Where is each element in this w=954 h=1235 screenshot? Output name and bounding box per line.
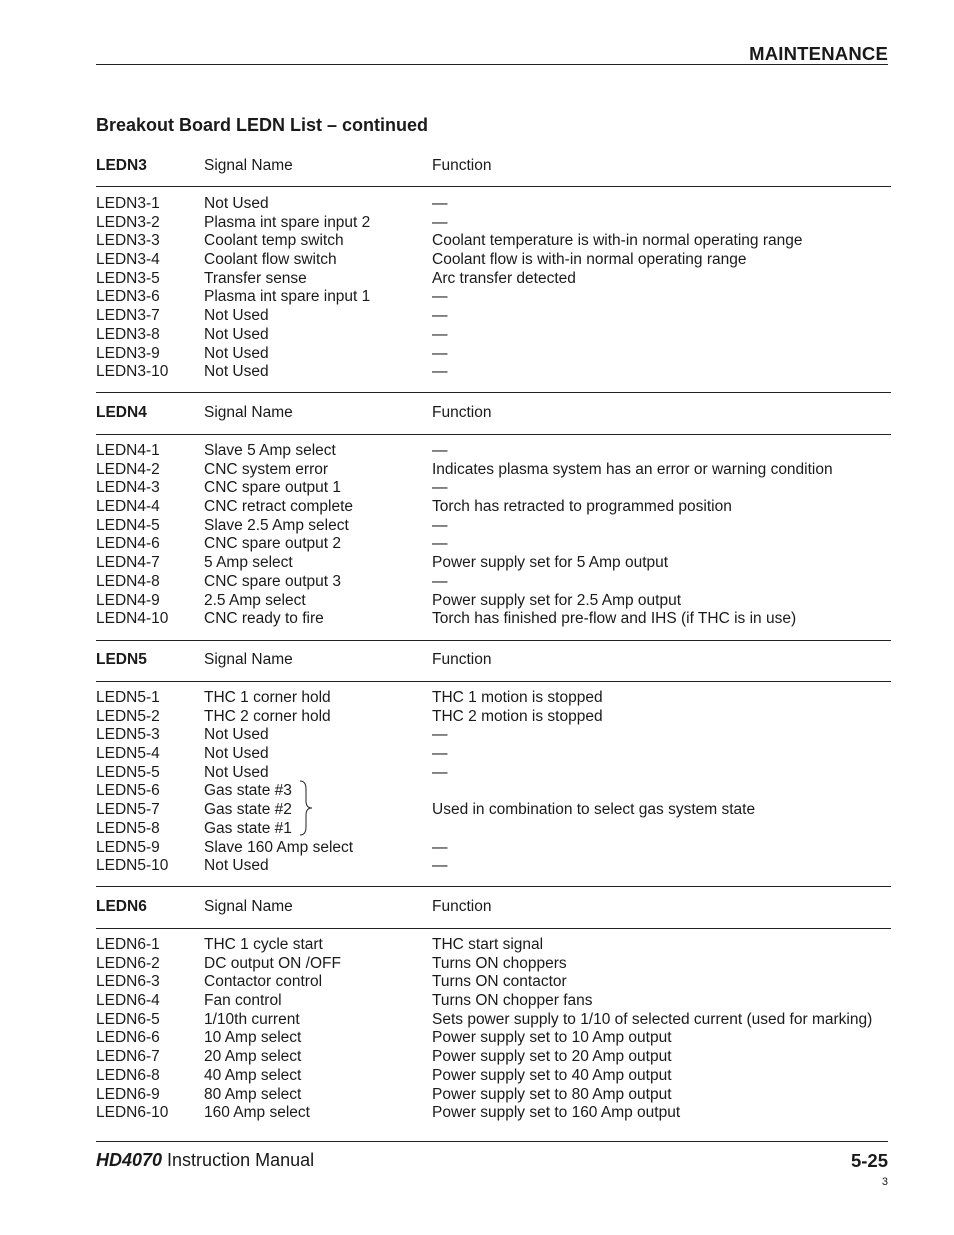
function-cell: Turns ON contactor xyxy=(432,973,567,991)
function-cell: Arc transfer detected xyxy=(432,269,576,287)
signal-name-cell: Not Used xyxy=(204,195,269,212)
signal-name-cell: Not Used xyxy=(204,763,269,781)
signal-name-cell: Coolant temp switch xyxy=(204,232,344,250)
signal-name-cell: Not Used xyxy=(204,344,269,362)
table-row xyxy=(96,345,891,364)
signal-name-cell: Not Used xyxy=(204,726,269,744)
signal-name-cell: Coolant flow switch xyxy=(204,251,337,269)
signal-name-cell: Contactor control xyxy=(204,973,323,991)
footer-rule xyxy=(96,1141,888,1142)
signal-name-cell: Not Used xyxy=(204,857,269,875)
signal-name-cell: Transfer sense xyxy=(204,269,307,287)
led-id-cell: LEDN5-10 xyxy=(96,857,169,875)
function-cell: Sets power supply to 1/10 of selected current (used for marking) xyxy=(432,1010,873,1028)
table-row xyxy=(96,326,891,345)
signal-name-cell: CNC spare output 1 xyxy=(204,479,341,497)
signal-name-cell: 1/10th current xyxy=(204,1010,300,1028)
signal-name-cell: Not Used xyxy=(204,745,269,763)
block-label: LEDN6 xyxy=(96,898,147,915)
ledn6-table xyxy=(96,898,891,1122)
function-cell: — xyxy=(432,745,448,763)
table-divider xyxy=(96,392,891,393)
led-id-cell: LEDN5-4 xyxy=(96,745,160,763)
led-id-cell: LEDN5-8 xyxy=(96,819,160,837)
table-row xyxy=(96,535,891,554)
function-cell: — xyxy=(432,363,448,381)
ledn4-table xyxy=(96,404,891,628)
led-id-cell: LEDN6-2 xyxy=(96,954,160,972)
led-id-cell: LEDN4-3 xyxy=(96,479,160,497)
function-cell: Power supply set to 10 Amp output xyxy=(432,1029,672,1047)
led-id-cell: LEDN5-2 xyxy=(96,707,160,725)
signal-name-cell: Not Used xyxy=(204,363,269,381)
table-row xyxy=(96,708,891,727)
block-label: LEDN3 xyxy=(96,157,147,174)
signal-name-cell: Slave 160 Amp select xyxy=(204,838,354,856)
table-row xyxy=(96,479,891,498)
function-cell: Power supply set to 40 Amp output xyxy=(432,1066,672,1084)
header-rule xyxy=(96,681,891,682)
table-row xyxy=(96,689,891,708)
table-row xyxy=(96,554,891,573)
function-cell: THC start signal xyxy=(432,936,544,953)
led-id-cell: LEDN4-6 xyxy=(96,535,160,553)
led-id-cell: LEDN5-1 xyxy=(96,689,160,706)
function-cell: — xyxy=(432,213,448,231)
signal-name-cell: Gas state #2 xyxy=(204,801,292,819)
function-cell: THC 2 motion is stopped xyxy=(432,707,603,725)
table-row xyxy=(96,461,891,480)
signal-name-cell: Slave 5 Amp select xyxy=(204,442,336,459)
signal-name-cell: 5 Amp select xyxy=(204,554,293,572)
led-id-cell: LEDN3-9 xyxy=(96,344,160,362)
table-row xyxy=(96,1048,891,1067)
function-cell: — xyxy=(432,572,448,590)
header-rule xyxy=(96,186,891,187)
signal-name-cell: Gas state #3 xyxy=(204,782,292,800)
function-cell: Power supply set for 5 Amp output xyxy=(432,554,669,572)
led-id-cell: LEDN3-6 xyxy=(96,288,160,306)
led-id-cell: LEDN4-10 xyxy=(96,610,169,628)
function-cell: Used in combination to select gas system state xyxy=(432,801,756,819)
signal-name-cell: Gas state #1 xyxy=(204,819,292,837)
signal-name-cell: DC output ON /OFF xyxy=(204,954,341,972)
table-row xyxy=(96,1029,891,1048)
signal-name-cell: 10 Amp select xyxy=(204,1029,302,1047)
led-id-cell: LEDN3-10 xyxy=(96,363,169,381)
function-cell: — xyxy=(432,535,448,553)
signal-name-header: Signal Name xyxy=(204,404,293,421)
sheet-number: 3 xyxy=(881,1176,888,1188)
function-cell: — xyxy=(432,838,448,856)
block-label: LEDN4 xyxy=(96,404,147,421)
led-id-cell: LEDN4-5 xyxy=(96,516,160,534)
led-id-cell: LEDN3-3 xyxy=(96,232,160,250)
led-id-cell: LEDN6-10 xyxy=(96,1104,169,1122)
table-row xyxy=(96,442,891,461)
signal-name-cell: Fan control xyxy=(204,992,282,1010)
manual-label: Instruction Manual xyxy=(162,1150,315,1170)
table-row xyxy=(96,801,891,820)
signal-name-cell: Plasma int spare input 2 xyxy=(204,213,371,231)
function-cell: — xyxy=(432,344,448,362)
table-row xyxy=(96,307,891,326)
led-id-cell: LEDN4-9 xyxy=(96,591,160,609)
led-id-cell: LEDN3-5 xyxy=(96,269,160,287)
table-row xyxy=(96,992,891,1011)
signal-name-cell: CNC ready to fire xyxy=(204,610,324,628)
signal-name-cell: 160 Amp select xyxy=(204,1104,310,1122)
signal-name-cell: THC 2 corner hold xyxy=(204,707,331,725)
signal-name-cell: THC 1 cycle start xyxy=(204,936,323,953)
table-divider xyxy=(96,886,891,887)
led-id-cell: LEDN6-3 xyxy=(96,973,160,991)
table-row xyxy=(96,498,891,517)
function-cell: Power supply set to 160 Amp output xyxy=(432,1104,681,1122)
signal-name-cell: 40 Amp select xyxy=(204,1066,302,1084)
table-body xyxy=(96,442,891,629)
table-row xyxy=(96,936,891,955)
header-title: MAINTENANCE xyxy=(749,43,888,64)
function-header: Function xyxy=(432,157,492,174)
function-cell: — xyxy=(432,325,448,343)
table-row xyxy=(96,839,891,858)
table-row xyxy=(96,857,891,876)
led-id-cell: LEDN5-6 xyxy=(96,782,160,800)
table-header xyxy=(96,651,891,672)
led-id-cell: LEDN6-5 xyxy=(96,1010,160,1028)
table-row xyxy=(96,573,891,592)
function-cell: Coolant flow is with-in normal operating range xyxy=(432,251,747,269)
led-id-cell: LEDN3-4 xyxy=(96,251,160,269)
table-row xyxy=(96,517,891,536)
section-title: Breakout Board LEDN List – continued xyxy=(96,115,429,135)
led-id-cell: LEDN3-8 xyxy=(96,325,160,343)
signal-name-cell: 80 Amp select xyxy=(204,1085,302,1103)
page-number: 5-25 xyxy=(850,1150,888,1171)
function-cell: Torch has retracted to programmed position xyxy=(432,498,732,516)
table-row xyxy=(96,232,891,251)
ledn3-table xyxy=(96,157,891,381)
function-cell: Coolant temperature is with-in normal operating range xyxy=(432,232,803,250)
led-id-cell: LEDN5-5 xyxy=(96,763,160,781)
led-id-cell: LEDN4-8 xyxy=(96,572,160,590)
curly-brace-icon xyxy=(299,780,313,836)
table-row xyxy=(96,820,891,839)
function-cell: Turns ON choppers xyxy=(432,954,567,972)
function-cell: Power supply set to 80 Amp output xyxy=(432,1085,672,1103)
table-row xyxy=(96,973,891,992)
led-id-cell: LEDN6-9 xyxy=(96,1085,160,1103)
table-header xyxy=(96,157,891,178)
table-row xyxy=(96,195,891,214)
function-cell: — xyxy=(432,857,448,875)
function-header: Function xyxy=(432,404,492,421)
signal-name-cell: 20 Amp select xyxy=(204,1048,302,1066)
table-row xyxy=(96,1067,891,1086)
function-cell: Power supply set for 2.5 Amp output xyxy=(432,591,681,609)
function-header: Function xyxy=(432,898,492,915)
function-cell: — xyxy=(432,763,448,781)
block-label: LEDN5 xyxy=(96,651,147,668)
function-cell: — xyxy=(432,195,448,212)
function-cell: Indicates plasma system has an error or warning condition xyxy=(432,460,833,478)
table-divider xyxy=(96,640,891,641)
header-rule xyxy=(96,434,891,435)
function-cell: Torch has finished pre-flow and IHS (if THC is in use) xyxy=(432,610,797,628)
signal-name-cell: THC 1 corner hold xyxy=(204,689,331,706)
led-id-cell: LEDN4-1 xyxy=(96,442,160,459)
function-cell: — xyxy=(432,442,448,459)
footer-manual-title xyxy=(96,1150,314,1171)
signal-name-cell: Not Used xyxy=(204,325,269,343)
function-cell: Power supply set to 20 Amp output xyxy=(432,1048,672,1066)
table-row xyxy=(96,1011,891,1030)
table-row xyxy=(96,764,891,783)
signal-name-cell: CNC system error xyxy=(204,460,329,478)
table-body xyxy=(96,195,891,382)
header-rule xyxy=(96,64,888,65)
led-id-cell: LEDN4-4 xyxy=(96,498,160,516)
signal-name-cell: Plasma int spare input 1 xyxy=(204,288,371,306)
signal-name-header: Signal Name xyxy=(204,898,293,915)
function-cell: Turns ON chopper fans xyxy=(432,992,593,1010)
table-row xyxy=(96,592,891,611)
table-row xyxy=(96,726,891,745)
signal-name-cell: CNC retract complete xyxy=(204,498,354,516)
led-id-cell: LEDN6-1 xyxy=(96,936,160,953)
table-row xyxy=(96,1086,891,1105)
table-header xyxy=(96,404,891,425)
signal-name-cell: Slave 2.5 Amp select xyxy=(204,516,349,534)
led-id-cell: LEDN4-2 xyxy=(96,460,160,478)
led-id-cell: LEDN6-7 xyxy=(96,1048,160,1066)
table-header xyxy=(96,898,891,919)
led-id-cell: LEDN5-9 xyxy=(96,838,160,856)
led-id-cell: LEDN6-6 xyxy=(96,1029,160,1047)
table-body xyxy=(96,689,891,876)
function-cell: — xyxy=(432,516,448,534)
table-row xyxy=(96,955,891,974)
led-id-cell: LEDN6-4 xyxy=(96,992,160,1010)
function-cell: — xyxy=(432,479,448,497)
led-id-cell: LEDN3-1 xyxy=(96,195,160,212)
table-row xyxy=(96,363,891,382)
table-body xyxy=(96,936,891,1123)
led-id-cell: LEDN5-7 xyxy=(96,801,160,819)
model-name: HD4070 xyxy=(96,1150,163,1170)
function-cell: — xyxy=(432,307,448,325)
function-header: Function xyxy=(432,651,492,668)
table-row xyxy=(96,1104,891,1123)
signal-name-header: Signal Name xyxy=(204,651,293,668)
function-cell: — xyxy=(432,726,448,744)
led-id-cell: LEDN3-7 xyxy=(96,307,160,325)
table-row xyxy=(96,251,891,270)
table-row xyxy=(96,288,891,307)
table-row xyxy=(96,270,891,289)
signal-name-cell: CNC spare output 3 xyxy=(204,572,341,590)
led-id-cell: LEDN4-7 xyxy=(96,554,160,572)
signal-name-cell: Not Used xyxy=(204,307,269,325)
led-id-cell: LEDN6-8 xyxy=(96,1066,160,1084)
signal-name-cell: 2.5 Amp select xyxy=(204,591,306,609)
signal-name-cell: CNC spare output 2 xyxy=(204,535,341,553)
header-rule xyxy=(96,928,891,929)
function-cell: — xyxy=(432,288,448,306)
signal-name-header: Signal Name xyxy=(204,157,293,174)
table-row xyxy=(96,214,891,233)
table-row xyxy=(96,745,891,764)
table-row xyxy=(96,782,891,801)
ledn5-table xyxy=(96,651,891,875)
led-id-cell: LEDN3-2 xyxy=(96,213,160,231)
function-cell: THC 1 motion is stopped xyxy=(432,689,603,706)
table-row xyxy=(96,610,891,629)
led-id-cell: LEDN5-3 xyxy=(96,726,160,744)
